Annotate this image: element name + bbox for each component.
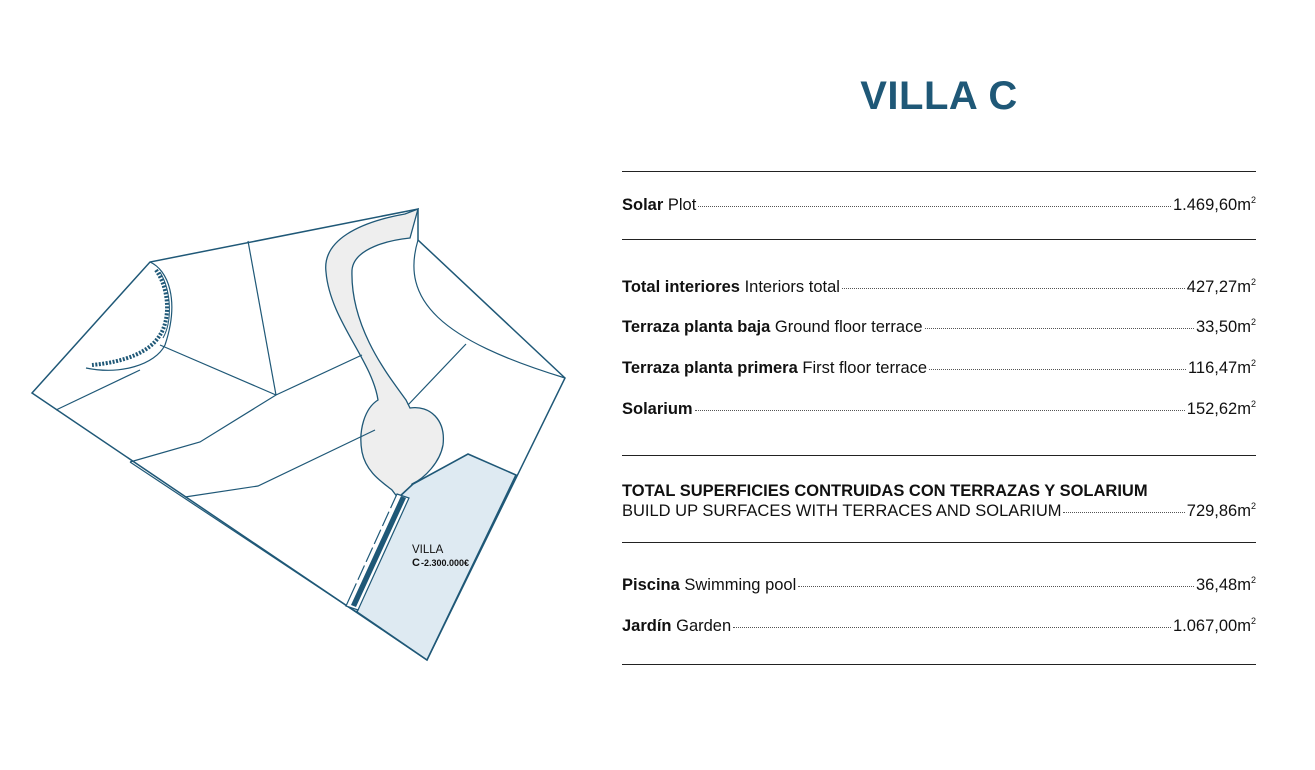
plan-villa-letter: C: [412, 557, 420, 569]
divider: [622, 171, 1256, 172]
row-label: Solarium: [622, 400, 693, 418]
leader-dots: [698, 206, 1171, 207]
area-row-ground-terrace: [622, 317, 1256, 337]
row-label: Solar Plot: [622, 196, 697, 214]
row-label: Total interiores Interiors total: [622, 278, 840, 296]
row-label: BUILD UP SURFACES WITH TERRACES AND SOLARIUM: [622, 502, 1062, 520]
leader-dots: [695, 410, 1185, 411]
row-value: $1.067,00m^2$: [1173, 616, 1256, 635]
divider: [622, 455, 1256, 456]
row-value: $1.469,60m^2$: [1173, 195, 1256, 214]
row-value: $116,47m^2$: [1187, 358, 1256, 377]
leader-dots: [842, 288, 1185, 289]
row-value: $33,50m^2$: [1195, 317, 1256, 336]
row-label: Terraza planta primera First floor terrace: [622, 359, 928, 377]
area-row-solarium: [622, 399, 1256, 419]
divider: [622, 542, 1256, 543]
divider: [622, 239, 1256, 240]
area-row-garden: [622, 616, 1256, 636]
site-boundary: [32, 209, 565, 660]
page-title: VILLA C: [860, 74, 1018, 118]
area-row-plot: [622, 195, 1256, 215]
row-label: Piscina Swimming pool: [622, 576, 797, 594]
divider: [622, 664, 1256, 665]
area-row-total: [622, 501, 1256, 521]
row-value: $427,27m^2$: [1186, 277, 1256, 296]
leader-dots: [1063, 512, 1184, 513]
row-label: Jardín Garden: [622, 617, 732, 635]
site-plan: [0, 0, 600, 770]
area-row-pool: [622, 575, 1256, 595]
row-value: $152,62m^2$: [1186, 399, 1256, 418]
row-value: $36,48m^2$: [1195, 575, 1256, 594]
area-row-first-terrace: [622, 358, 1256, 378]
leader-dots: [798, 586, 1194, 587]
plan-villa-price: -2.300.000€: [421, 558, 470, 568]
row-value: $729,86m^2$: [1186, 501, 1256, 520]
leader-dots: [733, 627, 1171, 628]
row-label: Terraza planta baja Ground floor terrace: [622, 318, 923, 336]
area-row-interiors: [622, 277, 1256, 297]
total-heading: TOTAL SUPERFICIES CONTRUIDAS CON TERRAZAS Y SOLARIUM: [622, 482, 1148, 500]
leader-dots: [925, 328, 1194, 329]
leader-dots: [929, 369, 1186, 370]
plan-villa-label: VILLA: [412, 544, 444, 556]
